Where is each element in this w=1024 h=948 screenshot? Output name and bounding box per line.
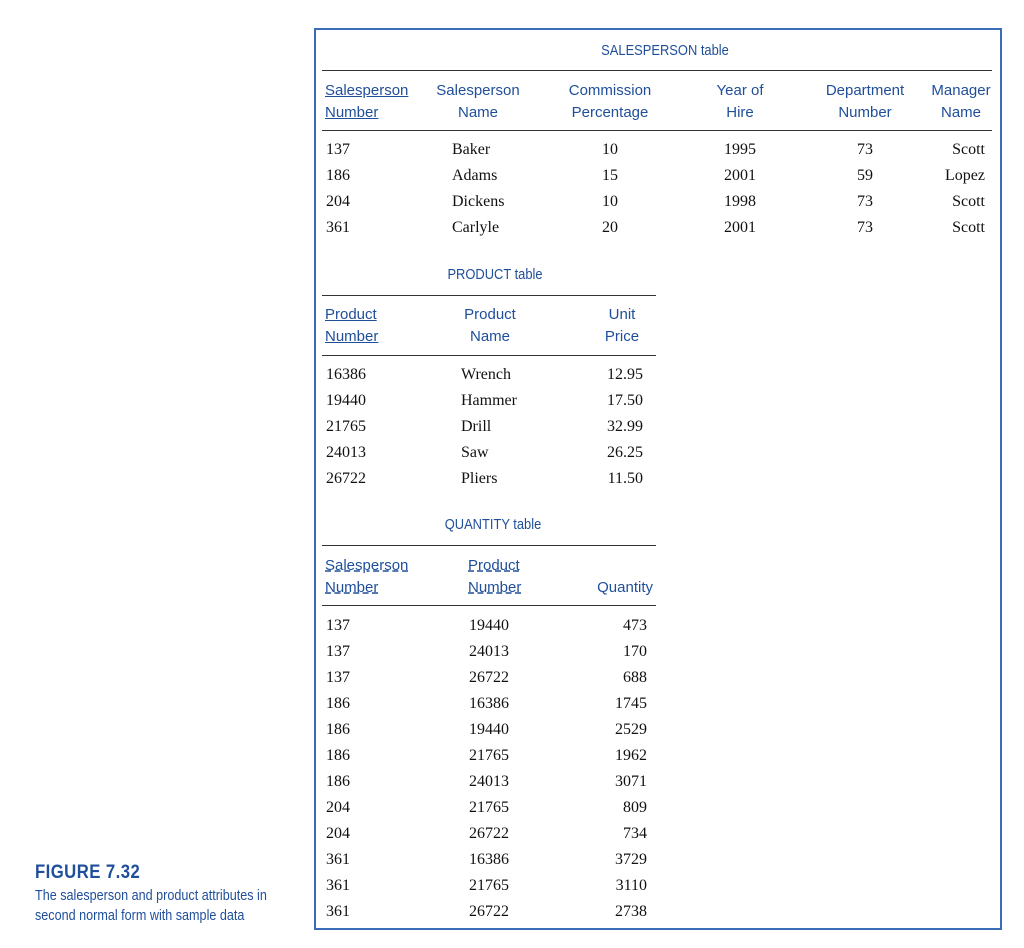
product-cell: 19440 xyxy=(326,392,366,409)
caption-line-1: The salesperson and product attributes in xyxy=(35,887,267,904)
product-cell: 21765 xyxy=(326,418,366,435)
salesperson-cell: 361 xyxy=(326,219,350,236)
quantity-table-rule xyxy=(322,605,656,606)
salesperson-cell: Adams xyxy=(452,167,498,184)
quantity-cell: 734 xyxy=(623,825,647,842)
product-table-rule xyxy=(322,355,656,356)
salesperson-cell: 20 xyxy=(602,219,618,236)
salesperson-header-0 xyxy=(325,80,415,124)
quantity-cell: 3071 xyxy=(615,773,647,790)
quantity-cell: 3110 xyxy=(615,877,647,894)
quantity-cell: 24013 xyxy=(469,643,509,660)
product-cell: 11.50 xyxy=(607,470,643,487)
salesperson-cell: Carlyle xyxy=(452,219,500,236)
figure-frame xyxy=(314,28,1002,930)
salesperson-header-line2: Number xyxy=(325,104,379,121)
product-cell: 12.95 xyxy=(607,366,643,383)
quantity-cell: 186 xyxy=(326,773,350,790)
product-cell: 16386 xyxy=(326,366,366,383)
quantity-cell: 809 xyxy=(623,799,647,816)
product-cell: 26.25 xyxy=(607,444,643,461)
quantity-cell: 24013 xyxy=(469,773,509,790)
quantity-cell: 204 xyxy=(326,799,350,816)
quantity-cell: 137 xyxy=(326,617,350,634)
salesperson-header-line1: Salesperson xyxy=(325,82,409,99)
salesperson-cell: 204 xyxy=(326,193,350,210)
salesperson-cell: Dickens xyxy=(452,193,505,210)
quantity-header-line2: Quantity xyxy=(597,579,653,596)
product-table-title: PRODUCT table xyxy=(447,266,543,283)
quantity-cell: 19440 xyxy=(469,617,509,634)
salesperson-cell: 1995 xyxy=(724,141,756,158)
product-header-0 xyxy=(325,304,405,348)
salesperson-header-4 xyxy=(815,80,915,124)
salesperson-cell: 137 xyxy=(326,141,350,158)
figure-label: FIGURE 7.32 xyxy=(35,862,141,883)
quantity-cell: 26722 xyxy=(469,825,509,842)
quantity-cell: 186 xyxy=(326,695,350,712)
product-header-line2: Name xyxy=(469,328,510,345)
salesperson-header-line1: Salesperson xyxy=(436,82,520,99)
quantity-table-title: QUANTITY table xyxy=(444,516,542,533)
figure-caption-text xyxy=(35,886,295,926)
salesperson-cell: Lopez xyxy=(945,167,985,184)
salesperson-header-line2: Name xyxy=(457,104,498,121)
quantity-cell: 21765 xyxy=(469,747,509,764)
salesperson-cell: 2001 xyxy=(724,219,756,236)
salesperson-header-line1: Department xyxy=(825,82,905,99)
quantity-cell: 19440 xyxy=(469,721,509,738)
quantity-cell: 26722 xyxy=(469,669,509,686)
salesperson-cell: 73 xyxy=(857,141,873,158)
salesperson-cell: 15 xyxy=(602,167,618,184)
salesperson-header-5 xyxy=(925,80,997,124)
product-cell: 17.50 xyxy=(607,392,643,409)
figure-caption xyxy=(35,862,305,926)
quantity-cell: 21765 xyxy=(469,799,509,816)
quantity-cell: 688 xyxy=(623,669,647,686)
salesperson-cell: 59 xyxy=(857,167,873,184)
product-cell: Pliers xyxy=(461,470,498,487)
salesperson-cell: Baker xyxy=(452,141,491,158)
product-header-line1: Product xyxy=(464,306,516,323)
salesperson-header-line2: Hire xyxy=(726,104,754,121)
quantity-cell: 16386 xyxy=(469,851,509,868)
quantity-header-line1: Product xyxy=(468,557,520,574)
quantity-header-0 xyxy=(325,555,415,599)
product-cell: 26722 xyxy=(326,470,366,487)
product-cell: Drill xyxy=(461,418,492,435)
quantity-cell: 361 xyxy=(326,877,350,894)
product-cell: Saw xyxy=(461,444,489,461)
salesperson-header-line1: Manager xyxy=(931,82,991,99)
product-header-line1: Product xyxy=(325,306,377,323)
salesperson-header-line1: Commission xyxy=(568,82,652,99)
product-header-line2: Number xyxy=(325,328,379,345)
quantity-cell: 2738 xyxy=(615,903,647,920)
quantity-header-line1 xyxy=(575,555,653,577)
quantity-cell: 186 xyxy=(326,721,350,738)
quantity-cell: 361 xyxy=(326,903,350,920)
quantity-header-2 xyxy=(575,555,653,599)
quantity-header-line1: Salesperson xyxy=(325,557,409,574)
quantity-header-line2: Number xyxy=(325,579,379,596)
product-header-1 xyxy=(445,304,535,348)
product-header-2 xyxy=(590,304,654,348)
caption-line-2: second normal form with sample data xyxy=(35,907,245,924)
quantity-cell: 26722 xyxy=(469,903,509,920)
salesperson-cell: Scott xyxy=(952,141,985,158)
quantity-cell: 2529 xyxy=(615,721,647,738)
salesperson-header-line1: Year of xyxy=(716,82,764,99)
quantity-table-rule xyxy=(322,545,656,546)
quantity-cell: 1745 xyxy=(615,695,647,712)
salesperson-cell: 1998 xyxy=(724,193,756,210)
quantity-cell: 3729 xyxy=(615,851,647,868)
salesperson-table-rule xyxy=(322,130,992,131)
quantity-cell: 170 xyxy=(623,643,647,660)
quantity-cell: 21765 xyxy=(469,877,509,894)
product-cell: Wrench xyxy=(461,366,511,383)
salesperson-header-1 xyxy=(428,80,528,124)
salesperson-cell: 186 xyxy=(326,167,350,184)
salesperson-table-title: SALESPERSON table xyxy=(601,42,729,59)
quantity-cell: 137 xyxy=(326,643,350,660)
salesperson-cell: 10 xyxy=(602,141,618,158)
product-cell: 32.99 xyxy=(607,418,643,435)
quantity-header-line2: Number xyxy=(468,579,522,596)
salesperson-table-rule xyxy=(322,70,992,71)
salesperson-cell: 73 xyxy=(857,219,873,236)
product-cell: 24013 xyxy=(326,444,366,461)
quantity-cell: 186 xyxy=(326,747,350,764)
quantity-cell: 473 xyxy=(623,617,647,634)
quantity-cell: 361 xyxy=(326,851,350,868)
quantity-cell: 204 xyxy=(326,825,350,842)
salesperson-header-line2: Name xyxy=(940,104,981,121)
quantity-cell: 1962 xyxy=(615,747,647,764)
quantity-cell: 137 xyxy=(326,669,350,686)
salesperson-header-line2: Number xyxy=(838,104,892,121)
salesperson-header-2 xyxy=(560,80,660,124)
salesperson-header-line2: Percentage xyxy=(571,104,649,121)
salesperson-header-3 xyxy=(700,80,780,124)
salesperson-cell: Scott xyxy=(952,193,985,210)
product-header-line1: Unit xyxy=(608,306,636,323)
salesperson-cell: Scott xyxy=(952,219,985,236)
quantity-header-1 xyxy=(468,555,558,599)
product-header-line2: Price xyxy=(604,328,640,345)
quantity-cell: 16386 xyxy=(469,695,509,712)
salesperson-cell: 2001 xyxy=(724,167,756,184)
salesperson-cell: 73 xyxy=(857,193,873,210)
product-table-rule xyxy=(322,295,656,296)
salesperson-cell: 10 xyxy=(602,193,618,210)
product-cell: Hammer xyxy=(461,392,517,409)
